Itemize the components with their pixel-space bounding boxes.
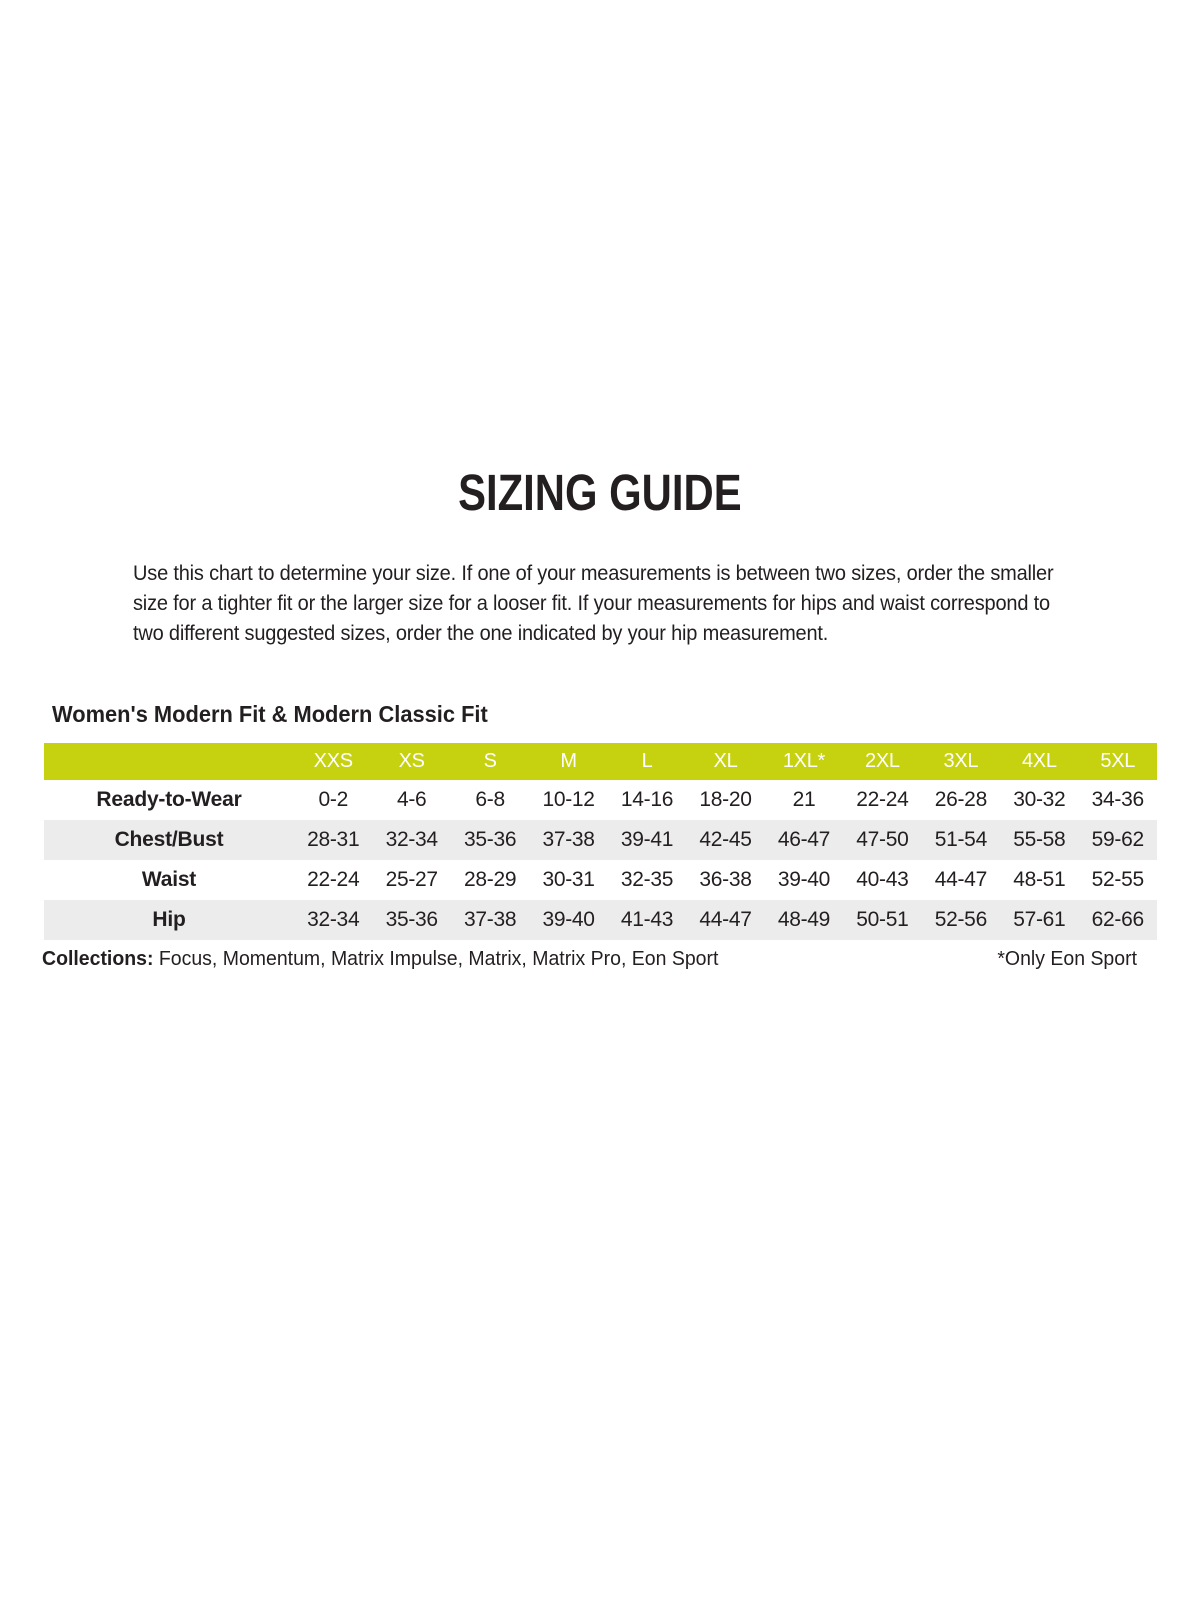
size-value: 41-43	[620, 908, 674, 931]
size-value: 42-45	[699, 828, 752, 851]
size-value: 59-62	[1091, 828, 1144, 851]
collections-line	[42, 947, 718, 971]
intro-line: size for a tighter fit or the larger size for a looser fit. If your measurements for hips and waist correspond to	[133, 591, 1050, 615]
size-value: 48-51	[1013, 868, 1066, 891]
column-header: XS	[398, 750, 425, 772]
size-value: 32-34	[307, 908, 360, 931]
size-value: 55-58	[1013, 828, 1066, 851]
intro-line: two different suggested sizes, order the one indicated by your hip measurement.	[133, 621, 829, 645]
size-value: 30-31	[542, 868, 595, 891]
column-header: XXS	[313, 750, 353, 772]
size-value: 34-36	[1091, 788, 1144, 811]
page-title-wrap	[0, 466, 1200, 533]
size-value: 39-40	[542, 908, 595, 931]
size-value: 18-20	[699, 788, 752, 811]
size-value: 52-56	[934, 908, 987, 931]
column-header: 4XL	[1021, 750, 1057, 772]
size-value: 48-49	[777, 908, 831, 931]
size-value: 44-47	[934, 868, 987, 891]
size-value: 30-32	[1013, 788, 1066, 811]
column-header: L	[641, 750, 653, 772]
page-title: SIZING GUIDE	[458, 464, 742, 521]
size-value: 47-50	[856, 828, 909, 851]
size-value: 37-38	[542, 828, 595, 851]
size-value: 14-16	[620, 788, 674, 811]
intro-paragraph	[133, 558, 1200, 648]
size-value: 46-47	[777, 828, 831, 851]
size-value: 6-8	[475, 788, 505, 811]
size-value: 51-54	[934, 828, 987, 851]
intro-line: Use this chart to determine your size. If one of your measurements is between two sizes, order the smaller	[133, 561, 1054, 585]
collections-label: Collections:	[42, 947, 154, 970]
size-value: 28-29	[464, 868, 517, 891]
footer-line	[42, 947, 1137, 971]
size-value: 28-31	[307, 828, 360, 851]
size-value: 21	[792, 788, 816, 811]
row-label: Ready-to-Wear	[96, 788, 242, 811]
table-row	[44, 780, 1157, 820]
size-value: 32-34	[385, 828, 438, 851]
size-table	[44, 743, 1157, 940]
size-value: 35-36	[464, 828, 517, 851]
size-value: 39-41	[620, 828, 674, 851]
size-value: 22-24	[856, 788, 909, 811]
collections-list: Focus, Momentum, Matrix Impulse, Matrix, Matrix Pro, Eon Sport	[153, 947, 719, 970]
size-value: 44-47	[699, 908, 752, 931]
section-heading-wrap	[52, 701, 1200, 728]
column-header: S	[483, 750, 497, 772]
row-label: Chest/Bust	[114, 828, 224, 851]
size-value: 40-43	[856, 868, 909, 891]
size-value: 57-61	[1013, 908, 1066, 931]
table-row	[44, 860, 1157, 900]
row-label: Waist	[141, 868, 197, 891]
size-value: 37-38	[464, 908, 517, 931]
column-header: 2XL	[865, 750, 900, 772]
size-value: 62-66	[1091, 908, 1144, 931]
table-row	[44, 900, 1157, 940]
size-value: 0-2	[318, 788, 348, 811]
size-value: 35-36	[385, 908, 438, 931]
size-value: 52-55	[1091, 868, 1144, 891]
column-header: 5XL	[1100, 750, 1136, 772]
size-value: 39-40	[777, 868, 831, 891]
table-row	[44, 820, 1157, 860]
size-value: 4-6	[396, 788, 427, 811]
size-value: 25-27	[385, 868, 438, 891]
section-heading: Women's Modern Fit & Modern Classic Fit	[52, 701, 488, 727]
column-header: XL	[713, 750, 738, 772]
column-header: M	[560, 750, 577, 772]
footnote: *Only Eon Sport	[997, 947, 1137, 970]
row-label: Hip	[152, 908, 186, 931]
size-value: 22-24	[307, 868, 360, 891]
column-header: 1XL*	[782, 750, 826, 772]
size-value: 10-12	[542, 788, 595, 811]
column-header: 3XL	[943, 750, 979, 772]
size-value: 50-51	[856, 908, 909, 931]
size-value: 26-28	[934, 788, 987, 811]
size-value: 32-35	[620, 868, 674, 891]
table-header-row	[44, 743, 1157, 780]
size-value: 36-38	[699, 868, 752, 891]
